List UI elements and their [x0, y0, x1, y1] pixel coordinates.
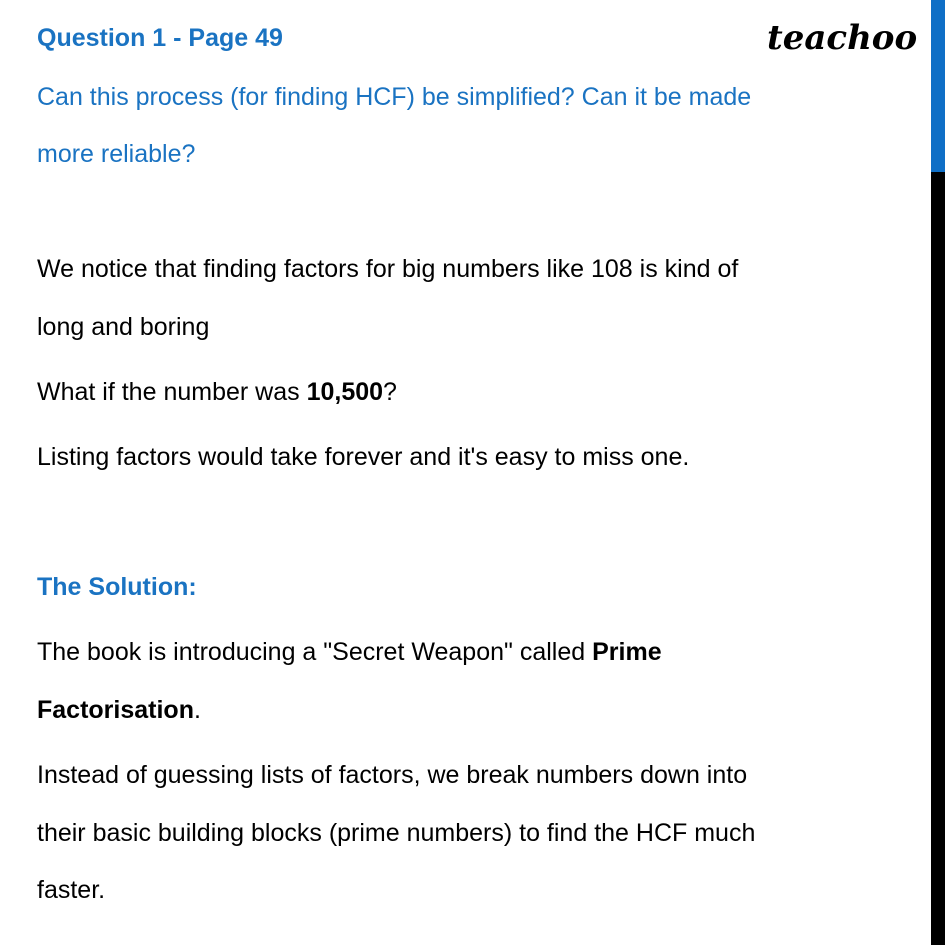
solution-heading: The Solution: [37, 573, 197, 601]
teachoo-logo: teachoo [767, 18, 918, 58]
solution-para2-line1: Instead of guessing lists of factors, we break numbers down into [37, 761, 748, 789]
question-text-line2: more reliable? [37, 140, 196, 168]
solution-para2-line2: their basic building blocks (prime numbers) to find the HCF much [37, 819, 756, 847]
solution-line2 [37, 695, 201, 725]
question-label: Question 1 - Page 49 [37, 24, 283, 52]
s1-text: The book is introducing a "Secret Weapon" called [37, 638, 593, 666]
p2-number: 10,500 [306, 378, 384, 406]
solution-line1 [37, 637, 662, 667]
s1-end: . [193, 696, 201, 724]
side-accent-bar [931, 0, 945, 172]
question-text-line1: Can this process (for finding HCF) be simplified? Can it be made [37, 83, 752, 111]
paragraph-1-line1: We notice that finding factors for big numbers like 108 is kind of [37, 255, 739, 283]
p2-end: ? [383, 378, 397, 406]
solution-para2-line3: faster. [37, 876, 106, 904]
paragraph-2 [37, 377, 397, 407]
paragraph-1-line2: long and boring [37, 313, 210, 341]
paragraph-3: Listing factors would take forever and it's easy to miss one. [37, 443, 690, 471]
p2-text: What if the number was [37, 378, 307, 406]
side-dark-bar [931, 172, 945, 945]
s1-bold: Prime [592, 638, 662, 666]
s1-bold-2: Factorisation [37, 696, 194, 724]
